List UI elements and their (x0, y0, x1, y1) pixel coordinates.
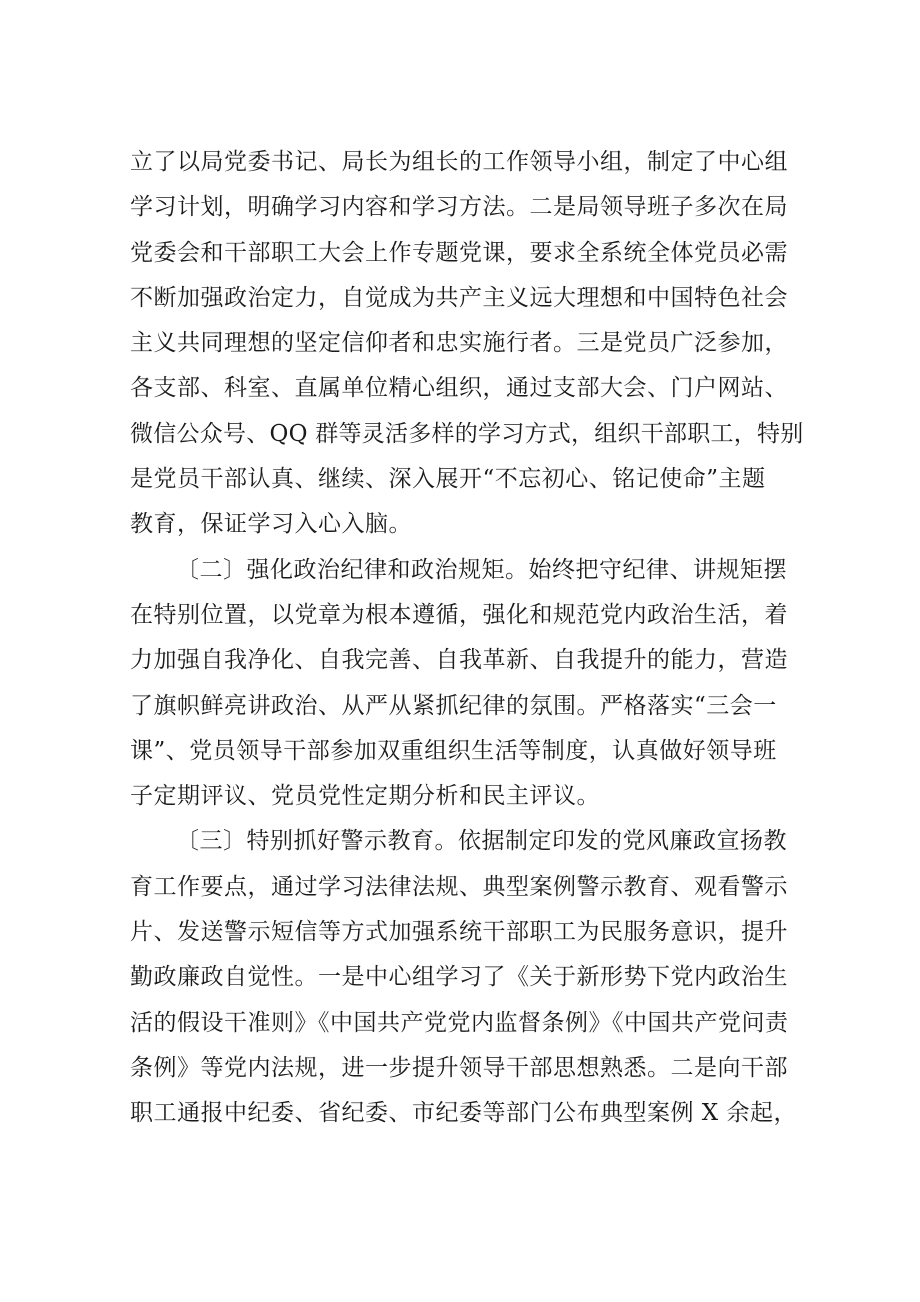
text-line: 〔三〕特别抓好警示教育。依据制定印发的党风廉政宣扬教 (176, 828, 787, 855)
text-line: 是党员干部认真、继续、深入展开“不忘初心、铭记使命”主题 (130, 466, 766, 493)
text-line: 主义共同理想的坚定信仰者和忠实施行者。三是党员广泛参加， (130, 330, 788, 357)
text-line: 学习计划，明确学习内容和学习方法。二是局领导班子多次在局 (130, 194, 788, 221)
body-text (130, 140, 810, 1137)
paragraph-3 (130, 819, 810, 1136)
text-line: 了旗帜鲜亮讲政治、从严从紧抓纪律的氛围。严格落实“三会一 (130, 692, 777, 719)
paragraph-2 (130, 548, 810, 820)
text-line: 〔二〕强化政治纪律和政治规矩。始终把守纪律、讲规矩摆 (176, 556, 787, 583)
text-line: 育工作要点，通过学习法律法规、典型案例警示教育、观看警示 (130, 873, 788, 900)
text-line: 勤政廉政自觉性。一是中心组学习了《关于新形势下党内政治生 (130, 964, 788, 991)
paragraph-1 (130, 140, 810, 548)
text-line: 微信公众号、QQ 群等灵活多样的学习方式，组织干部职工，特别 (130, 420, 804, 447)
text-line: 在特别位置，以党章为根本遵循，强化和规范党内政治生活，着 (130, 601, 788, 628)
text-line: 不断加强政治定力，自觉成为共产主义远大理想和中国特色社会 (130, 284, 788, 311)
text-line: 各支部、科室、直属单位精心组织，通过支部大会、门户网站、 (130, 375, 788, 402)
text-line: 立了以局党委书记、局长为组长的工作领导小组，制定了中心组 (130, 149, 788, 175)
text-line: 活的假设干准则》《中国共产党党内监督条例》《中国共产党问责 (130, 1009, 789, 1036)
text-line: 党委会和干部职工大会上作专题党课，要求全系统全体党员必需 (130, 239, 788, 266)
text-line: 课”、党员领导干部参加双重组织生活等制度，认真做好领导班 (130, 737, 777, 764)
text-line: 条例》等党内法规，进一步提升领导干部思想熟悉。二是向干部 (130, 1054, 788, 1081)
text-line: 子定期评议、党员党性定期分析和民主评议。 (130, 783, 600, 810)
text-line: 力加强自我净化、自我完善、自我革新、自我提升的能力，营造 (130, 647, 788, 674)
text-line: 职工通报中纪委、省纪委、市纪委等部门公布典型案例 X 余起， (130, 1100, 797, 1127)
text-line: 片、发送警示短信等方式加强系统干部职工为民服务意识，提升 (130, 919, 788, 946)
text-line: 教育，保证学习入心入脑。 (130, 511, 412, 538)
